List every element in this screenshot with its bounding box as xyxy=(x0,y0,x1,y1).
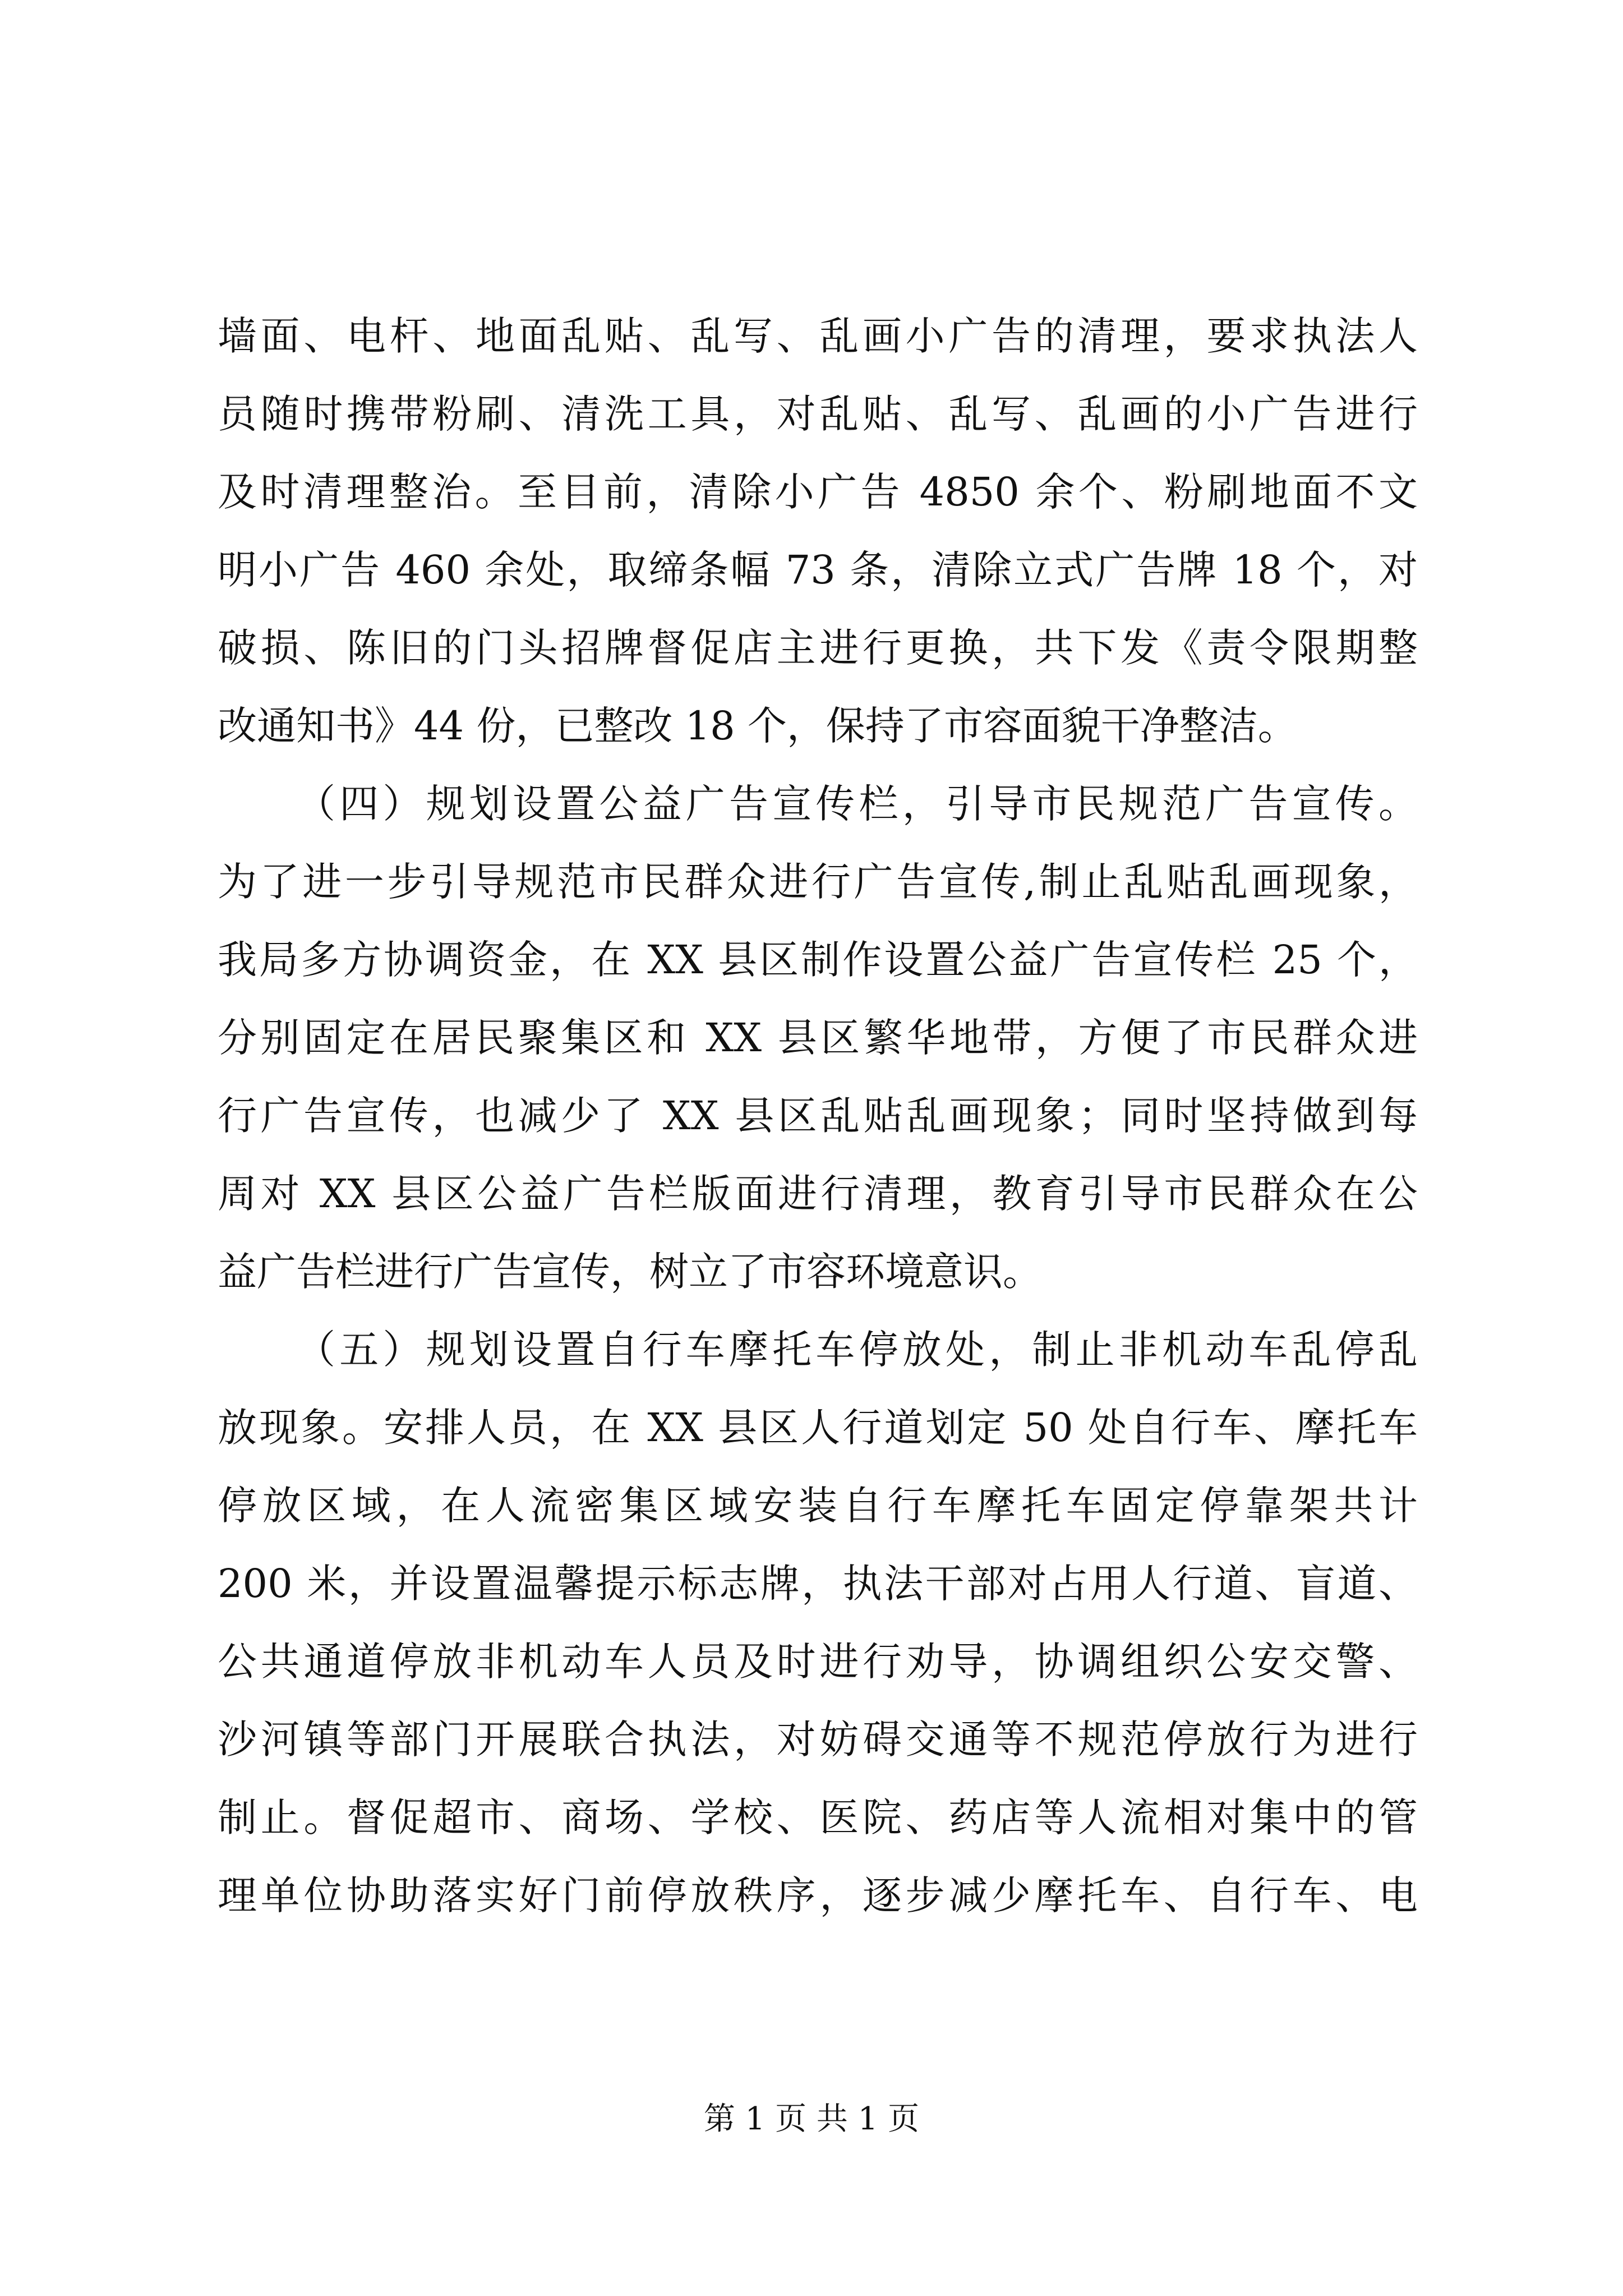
text-line: 沙河镇等部门开展联合执法，对妨碍交通等不规范停放行为进行 xyxy=(218,1717,1418,1763)
paragraph-section-five xyxy=(218,1311,1418,1935)
text-line: 制止。督促超市、商场、学校、医院、药店等人流相对集中的管 xyxy=(218,1795,1418,1841)
text-line: 停放区域，在人流密集区域安装自行车摩托车固定停靠架共计 xyxy=(218,1483,1418,1529)
text-line: 公共通道停放非机动车人员及时进行劝导，协调组织公安交警、 xyxy=(218,1639,1418,1685)
text-line: 明小广告 460 余处，取缔条幅 73 条，清除立式广告牌 18 个，对 xyxy=(218,547,1418,593)
text-line: 益广告栏进行广告宣传，树立了市容环境意识。 xyxy=(218,1249,1042,1295)
text-line: 周对 XX 县区公益广告栏版面进行清理，教育引导市民群众在公 xyxy=(218,1171,1418,1217)
text-line: 墙面、电杆、地面乱贴、乱写、乱画小广告的清理，要求执法人 xyxy=(218,313,1418,359)
page-number-label: 第 1 页 共 1 页 xyxy=(703,2101,920,2137)
text-line: 理单位协助落实好门前停放秩序，逐步减少摩托车、自行车、电 xyxy=(218,1872,1418,1918)
text-line: 放现象。安排人员，在 XX 县区人行道划定 50 处自行车、摩托车 xyxy=(218,1405,1418,1451)
section-heading-line: （四）规划设置公益广告宣传栏，引导市民规范广告宣传。 xyxy=(296,781,1418,827)
document-body xyxy=(218,297,1418,1935)
text-line: 为了进一步引导规范市民群众进行广告宣传,制止乱贴乱画现象， xyxy=(218,859,1418,905)
text-line: 我局多方协调资金，在 XX 县区制作设置公益广告宣传栏 25 个， xyxy=(218,937,1418,983)
section-heading-line: （五）规划设置自行车摩托车停放处，制止非机动车乱停乱 xyxy=(296,1327,1418,1373)
text-line: 及时清理整治。至目前，清除小广告 4850 余个、粉刷地面不文 xyxy=(218,469,1418,515)
paragraph-continued xyxy=(218,297,1418,765)
text-line: 员随时携带粉刷、清洗工具，对乱贴、乱写、乱画的小广告进行 xyxy=(218,391,1418,437)
text-line: 分别固定在居民聚集区和 XX 县区繁华地带，方便了市民群众进 xyxy=(218,1015,1418,1061)
text-line: 改通知书》44 份，已整改 18 个，保持了市容面貌干净整洁。 xyxy=(218,703,1297,749)
text-line: 200 米，并设置温馨提示标志牌，执法干部对占用人行道、盲道、 xyxy=(218,1561,1418,1607)
text-line: 行广告宣传，也减少了 XX 县区乱贴乱画现象；同时坚持做到每 xyxy=(218,1093,1418,1139)
text-line: 破损、陈旧的门头招牌督促店主进行更换，共下发《责令限期整 xyxy=(218,625,1418,671)
page-footer xyxy=(0,2097,1623,2142)
paragraph-section-four xyxy=(218,765,1418,1311)
